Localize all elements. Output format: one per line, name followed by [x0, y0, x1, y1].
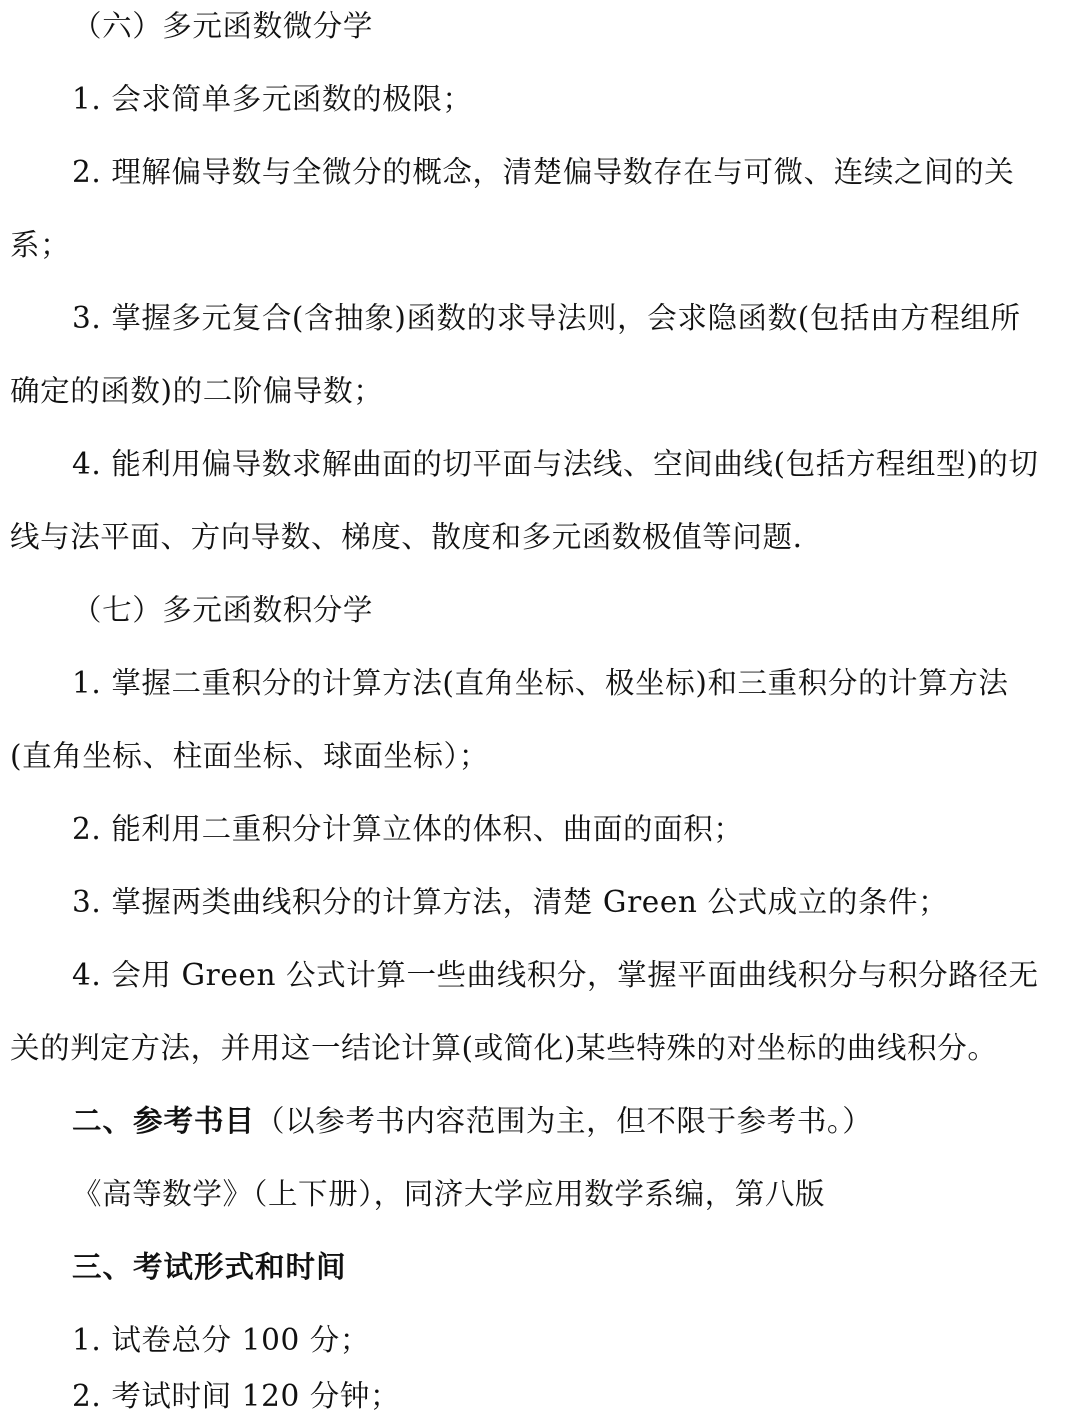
references-heading: 二、参考书目	[72, 1103, 256, 1138]
section-heading-multivariable-integral: （七）多元函数积分学	[72, 593, 374, 627]
section-heading-multivariable-differential: （六）多元函数微分学	[72, 9, 374, 43]
list-item: 1. 掌握二重积分的计算方法(直角坐标、极坐标)和三重积分的计算方法	[72, 666, 1009, 700]
list-item: 2. 考试时间 120 分钟；	[72, 1379, 401, 1413]
list-item-continuation: 确定的函数)的二阶偏导数；	[10, 374, 384, 408]
list-item-continuation: 系；	[10, 228, 71, 262]
list-item: 4. 能利用偏导数求解曲面的切平面与法线、空间曲线(包括方程组型)的切	[72, 447, 1039, 481]
list-item: 2. 能利用二重积分计算立体的体积、曲面的面积；	[72, 812, 744, 846]
reference-book: 《高等数学》（上下册），同济大学应用数学系编，第八版	[72, 1177, 826, 1211]
references-paragraph	[0, 1095, 1080, 1147]
list-item-continuation: 关的判定方法，并用这一结论计算(或简化)某些特殊的对坐标的曲线积分。	[10, 1031, 998, 1065]
list-item: 2. 理解偏导数与全微分的概念，清楚偏导数存在与可微、连续之间的关	[72, 155, 1015, 189]
list-item: 4. 会用 Green 公式计算一些曲线积分，掌握平面曲线积分与积分路径无	[72, 958, 1039, 992]
list-item: 3. 掌握多元复合(含抽象)函数的求导法则，会求隐函数(包括由方程组所	[72, 301, 1021, 335]
list-item: 1. 试卷总分 100 分；	[72, 1323, 370, 1357]
list-item: 3. 掌握两类曲线积分的计算方法，清楚 Green 公式成立的条件；	[72, 885, 949, 919]
references-note: （以参考书内容范围为主，但不限于参考书。）	[255, 1104, 873, 1138]
exam-heading: 三、考试形式和时间	[72, 1249, 347, 1284]
list-item-continuation: (直角坐标、柱面坐标、球面坐标）；	[10, 739, 489, 773]
list-item-continuation: 线与法平面、方向导数、梯度、散度和多元函数极值等问题.	[10, 520, 803, 554]
list-item: 1. 会求简单多元函数的极限；	[72, 82, 473, 116]
